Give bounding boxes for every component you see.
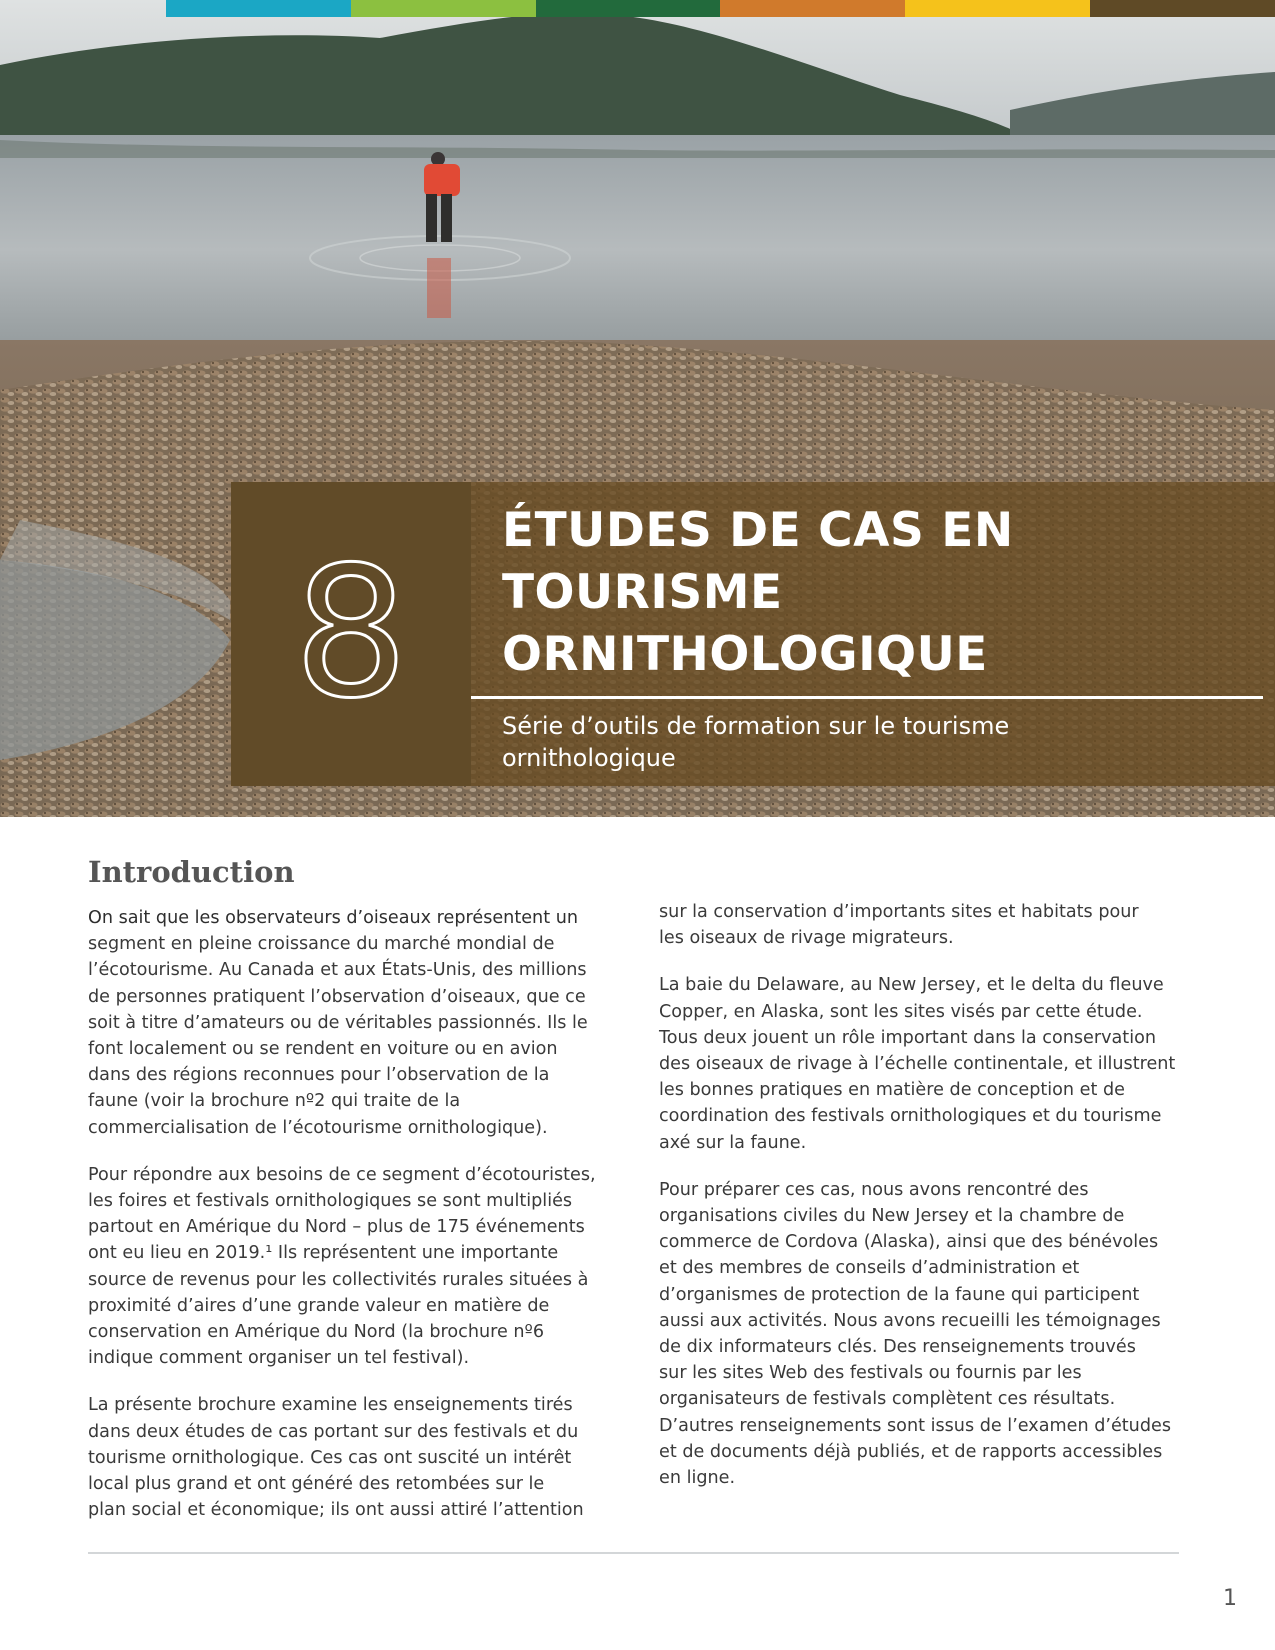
color-swatch: [166, 0, 351, 17]
text-line: Tous deux jouent un rôle important dans la conservation: [659, 1027, 1156, 1048]
text-line: segment en pleine croissance du marché mondial de: [88, 934, 555, 955]
text-line: partout en Amérique du Nord – plus de 175 événements: [88, 1217, 585, 1238]
body-paragraph: [659, 972, 1194, 1155]
color-bar: [166, 0, 1275, 17]
text-line: indique comment organiser un tel festival).: [88, 1348, 470, 1369]
text-line: La présente brochure examine les enseignements tirés: [88, 1395, 573, 1416]
text-line: de personnes pratiquent l’observation d’oiseaux, que ce: [88, 986, 586, 1007]
text-line: des oiseaux de rivage à l’échelle continentale, et illustrent: [659, 1054, 1176, 1075]
left-column: [88, 905, 623, 1544]
text-line: axé sur la faune.: [659, 1132, 807, 1153]
subtitle-line: ornithologique: [502, 744, 676, 772]
text-line: On sait que les observateurs d’oiseaux représentent un: [88, 908, 578, 928]
title-panel: [471, 482, 1275, 786]
chapter-number-badge: [231, 482, 471, 786]
text-line: et des membres de conseils d’administration et: [659, 1258, 1080, 1279]
color-swatch: [1090, 0, 1275, 17]
text-line: faune (voir la brochure nº2 qui traite de la: [88, 1091, 461, 1112]
right-column: [659, 899, 1194, 1512]
page-title: [502, 500, 1202, 686]
text-line: conservation en Amérique du Nord (la brochure nº6: [88, 1322, 545, 1343]
text-line: plan social et économique; ils ont aussi attiré l’attention: [88, 1500, 584, 1521]
page-subtitle: [502, 710, 1202, 774]
text-line: dans deux études de cas portant sur des festivals et du: [88, 1421, 579, 1442]
body-paragraph: [88, 1392, 623, 1523]
text-line: Copper, en Alaska, sont les sites visés par cette étude.: [659, 1001, 1143, 1022]
text-line: dans des régions reconnues pour l’observation de la: [88, 1065, 550, 1086]
text-line: proximité d’aires d’une grande valeur en matière de: [88, 1295, 550, 1316]
text-line: soit à titre d’amateurs ou de véritables passionnés. Ils le: [88, 1012, 588, 1033]
text-line: Pour préparer ces cas, nous avons rencontré des: [659, 1179, 1089, 1200]
footer-divider: [88, 1552, 1179, 1554]
title-line: TOURISME: [502, 565, 783, 620]
text-line: aussi aux activités. Nous avons recueilli les témoignages: [659, 1310, 1161, 1331]
text-line: en ligne.: [659, 1468, 736, 1489]
chapter-number: 8: [293, 529, 409, 738]
text-line: de dix informateurs clés. Des renseignements trouvés: [659, 1337, 1136, 1358]
body-paragraph: [88, 905, 623, 1141]
body-paragraph: [659, 1177, 1194, 1491]
text-line: organisations civiles du New Jersey et la chambre de: [659, 1206, 1125, 1227]
text-line: sur les sites Web des festivals ou fournis par les: [659, 1363, 1082, 1384]
text-line: local plus grand et ont généré des retombées sur le: [88, 1474, 545, 1495]
title-line: ÉTUDES DE CAS EN: [502, 503, 1014, 558]
color-swatch: [351, 0, 536, 17]
text-line: et de documents déjà publiés, et de rapports accessibles: [659, 1441, 1163, 1462]
text-line: l’écotourisme. Au Canada et aux États-Unis, des millions: [88, 960, 587, 981]
text-line: La baie du Delaware, au New Jersey, et le delta du fleuve: [659, 975, 1164, 996]
text-line: les foires et festivals ornithologiques se sont multipliés: [88, 1191, 573, 1212]
hero-photo: [0, 0, 1275, 817]
body-paragraph: [659, 899, 1194, 951]
text-line: font localement ou se rendent en voiture ou en avion: [88, 1039, 558, 1060]
text-line: Pour répondre aux besoins de ce segment d’écotouristes,: [88, 1164, 596, 1185]
text-line: les oiseaux de rivage migrateurs.: [659, 928, 954, 949]
color-swatch: [905, 0, 1090, 17]
text-line: organisateurs de festivals complètent ces résultats.: [659, 1389, 1116, 1410]
text-line: d’organismes de protection de la faune qui participent: [659, 1284, 1140, 1305]
text-line: commercialisation de l’écotourisme ornithologique).: [88, 1117, 548, 1138]
title-line: ORNITHOLOGIQUE: [502, 627, 988, 682]
page-number: 1: [1223, 1586, 1237, 1611]
text-line: commerce de Cordova (Alaska), ainsi que des bénévoles: [659, 1232, 1159, 1253]
title-divider: [471, 696, 1263, 699]
text-line: ont eu lieu en 2019.¹ Ils représentent une importante: [88, 1243, 559, 1264]
text-line: D’autres renseignements sont issus de l’examen d’études: [659, 1415, 1171, 1436]
text-line: les bonnes pratiques en matière de conception et de: [659, 1080, 1125, 1101]
subtitle-line: Série d’outils de formation sur le tourisme: [502, 712, 1010, 740]
body-paragraph: [88, 1162, 623, 1372]
text-line: coordination des festivals ornithologiques et du tourisme: [659, 1106, 1162, 1127]
section-heading: Introduction: [88, 855, 295, 889]
text-line: source de revenus pour les collectivités rurales situées à: [88, 1269, 589, 1290]
text-line: sur la conservation d’importants sites et habitats pour: [659, 902, 1139, 922]
color-swatch: [720, 0, 905, 17]
color-swatch: [536, 0, 721, 17]
text-line: tourisme ornithologique. Ces cas ont suscité un intérêt: [88, 1447, 572, 1468]
